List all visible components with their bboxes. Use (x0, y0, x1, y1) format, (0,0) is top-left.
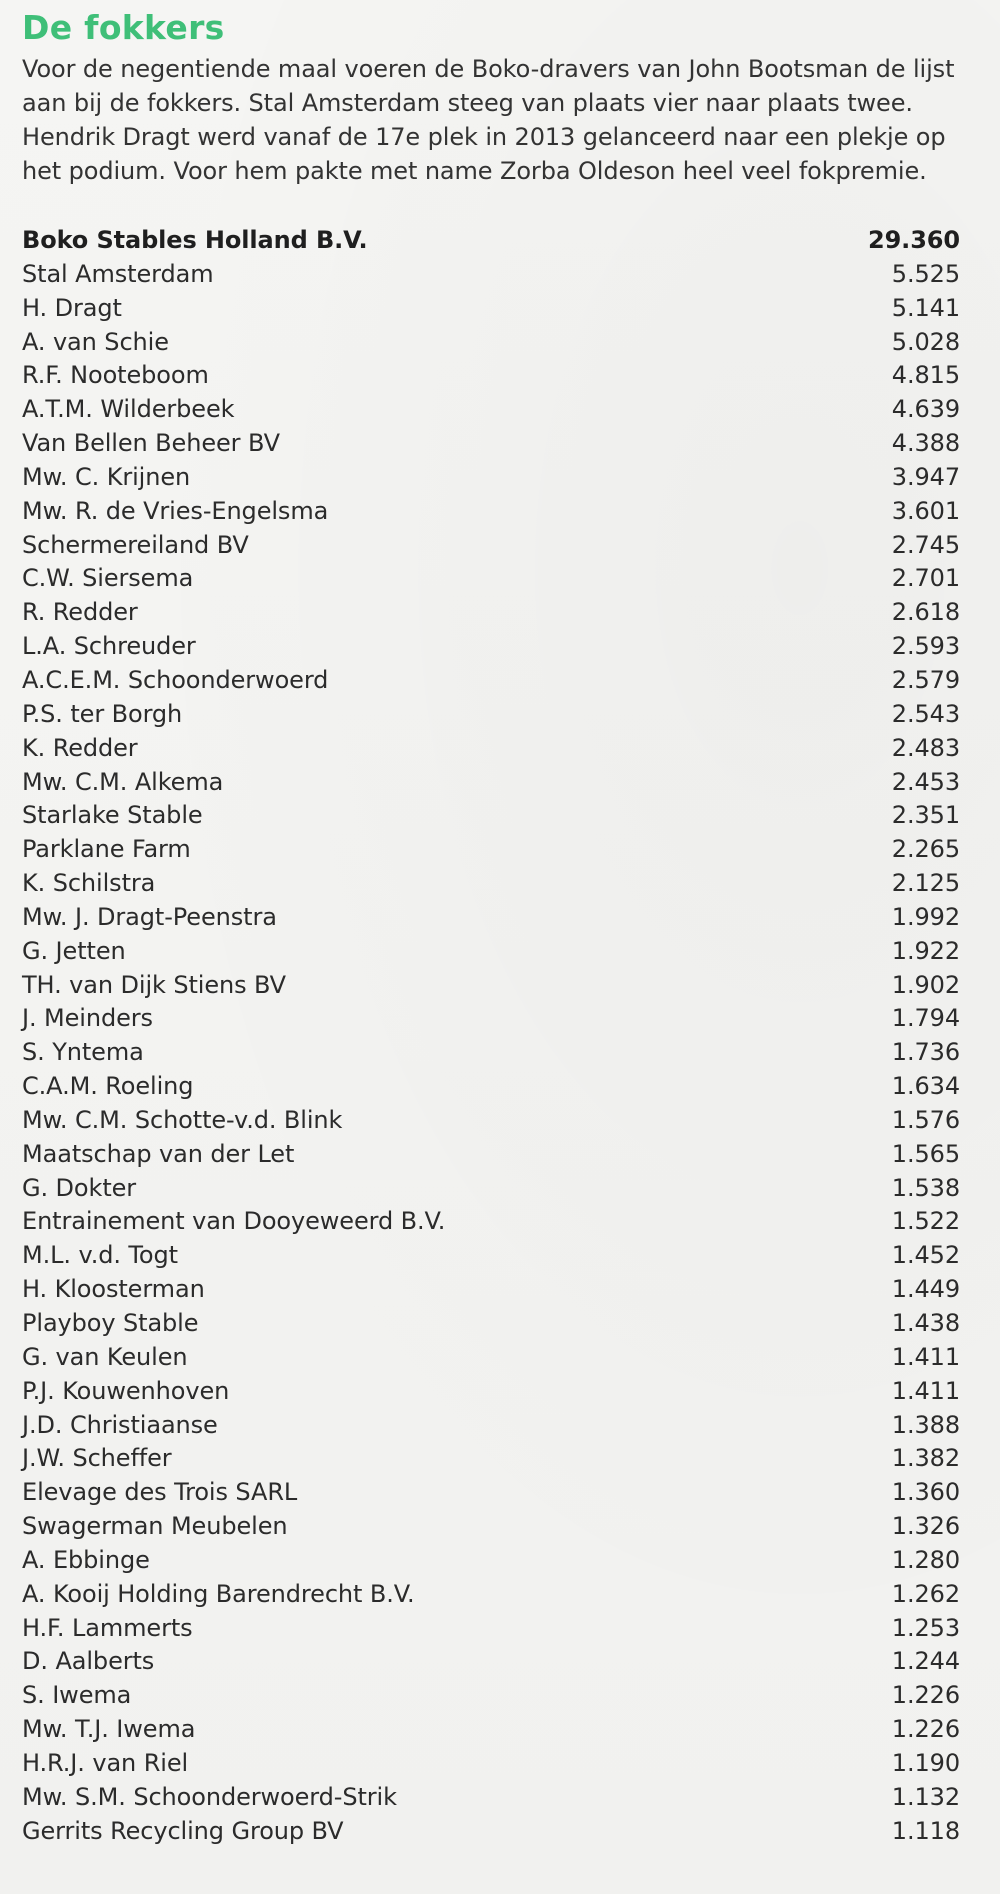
list-item (22, 1341, 960, 1375)
breeder-name: G. Dokter (22, 1173, 137, 1202)
breeder-value: 2.543 (891, 699, 960, 728)
list-item (22, 224, 960, 258)
breeder-value: 2.701 (891, 564, 960, 593)
list-item (22, 1002, 960, 1036)
list-item (22, 1036, 960, 1070)
list-item (22, 1205, 960, 1239)
breeder-name: TH. van Dijk Stiens BV (22, 970, 287, 999)
breeder-value: 1.253 (891, 1613, 960, 1642)
breeder-name: Mw. S.M. Schoonderwoerd-Strik (22, 1782, 397, 1811)
list-item (22, 596, 960, 630)
breeder-value: 2.579 (891, 665, 960, 694)
breeder-value: 2.593 (891, 632, 960, 661)
list-item (22, 969, 960, 1003)
list-item (22, 359, 960, 393)
breeder-name: S. Yntema (22, 1038, 144, 1067)
list-item (22, 1239, 960, 1273)
breeder-value: 2.618 (891, 598, 960, 627)
breeder-name: Mw. T.J. Iwema (22, 1715, 196, 1744)
breeder-name: Mw. C. Krijnen (22, 462, 191, 491)
breeder-name: Starlake Stable (22, 801, 203, 830)
list-item (22, 1104, 960, 1138)
breeder-name: Mw. C.M. Schotte-v.d. Blink (22, 1105, 343, 1134)
breeder-value: 1.438 (891, 1309, 960, 1337)
list-item (22, 495, 960, 529)
breeder-name: S. Iwema (22, 1681, 132, 1710)
list-item (22, 1612, 960, 1646)
breeder-value: 1.190 (891, 1748, 960, 1777)
list-item (22, 1138, 960, 1172)
breeder-value: 1.262 (891, 1579, 960, 1608)
breeder-name: Stal Amsterdam (22, 259, 214, 288)
list-item (22, 1307, 960, 1341)
list-item (22, 1815, 960, 1849)
list-item (22, 1273, 960, 1307)
breeder-name: A.T.M. Wilderbeek (22, 395, 235, 424)
breeder-name: Mw. R. de Vries-Engelsma (22, 496, 329, 525)
list-item (22, 867, 960, 901)
breeder-name: J.D. Christiaanse (22, 1410, 218, 1439)
list-item (22, 1679, 960, 1713)
breeder-name: L.A. Schreuder (22, 632, 196, 661)
breeder-value: 29.360 (867, 226, 960, 254)
breeder-name: R.F. Nooteboom (22, 361, 209, 390)
breeder-name: H. Dragt (22, 293, 122, 322)
list-item (22, 529, 960, 563)
breeder-name: Van Bellen Beheer BV (22, 429, 280, 458)
intro-paragraph: Voor de negentiende maal voeren de Boko-dravers van John Bootsman de lijst aan bij de fokkers. Stal Amsterdam steeg van plaats vier naar plaats twee. Hendrik Dragt werd vanaf de 17e plek in 2013 gelanceerd naar een plekje op het podium. Voor hem pakte met name Zorba Oldeson heel veel fokpremie. (22, 55, 955, 185)
list-item (22, 766, 960, 800)
breeder-name: K. Redder (22, 733, 138, 762)
list-item (22, 1510, 960, 1544)
list-item (22, 1645, 960, 1679)
breeder-name: P.S. ter Borgh (22, 699, 183, 728)
breeder-value: 2.453 (891, 767, 960, 796)
breeder-value: 1.992 (891, 902, 960, 931)
list-item (22, 1409, 960, 1443)
breeder-name: Mw. J. Dragt-Peenstra (22, 902, 277, 931)
list-item (22, 833, 960, 867)
breeder-name: Swagerman Meubelen (22, 1512, 288, 1541)
breeder-value: 3.947 (891, 462, 960, 491)
breeder-value: 1.922 (891, 936, 960, 965)
list-item (22, 1070, 960, 1104)
breeder-value: 2.483 (891, 733, 960, 762)
list-item (22, 1544, 960, 1578)
breeder-name: J.W. Scheffer (22, 1444, 172, 1473)
breeder-name: R. Redder (22, 598, 138, 627)
breeder-name: A. Ebbinge (22, 1545, 150, 1574)
list-item (22, 1442, 960, 1476)
list-item (22, 461, 960, 495)
list-item (22, 1781, 960, 1815)
breeder-value: 1.326 (891, 1512, 960, 1541)
breeder-value: 5.525 (891, 259, 960, 288)
breeder-value: 1.280 (891, 1545, 960, 1574)
breeder-value: 1.634 (891, 1072, 960, 1101)
breeder-value: 1.118 (891, 1816, 960, 1845)
list-item (22, 1747, 960, 1781)
list-item (22, 427, 960, 461)
list-item (22, 732, 960, 766)
breeder-value: 1.522 (891, 1207, 960, 1236)
list-item (22, 393, 960, 427)
breeder-name: Entrainement van Dooyeweerd B.V. (22, 1207, 446, 1236)
list-item (22, 326, 960, 360)
list-item (22, 698, 960, 732)
breeder-name: A. Kooij Holding Barendrecht B.V. (22, 1579, 415, 1608)
breeder-name: C.W. Siersema (22, 564, 194, 593)
list-item (22, 799, 960, 833)
breeder-name: K. Schilstra (22, 869, 156, 898)
list-item (22, 935, 960, 969)
list-item (22, 630, 960, 664)
breeder-value: 3.601 (891, 496, 960, 525)
breeder-name: J. Meinders (22, 1004, 153, 1033)
breeder-value: 1.411 (891, 1342, 960, 1371)
breeder-value: 1.244 (891, 1647, 960, 1676)
breeder-name: P.J. Kouwenhoven (22, 1376, 230, 1405)
breeder-value: 1.388 (891, 1410, 960, 1439)
breeder-value: 1.132 (891, 1782, 960, 1811)
breeder-value: 1.411 (891, 1376, 960, 1405)
breeder-name: C.A.M. Roeling (22, 1072, 194, 1101)
breeder-value: 2.351 (891, 801, 960, 830)
breeder-name: D. Aalberts (22, 1647, 155, 1676)
list-item (22, 1375, 960, 1409)
breeder-value: 1.449 (891, 1275, 960, 1304)
breeder-name: G. van Keulen (22, 1342, 188, 1371)
breeder-name: M.L. v.d. Togt (22, 1241, 178, 1270)
list-item (22, 562, 960, 596)
breeder-value: 1.902 (891, 970, 960, 999)
breeder-value: 5.028 (891, 327, 960, 356)
breeder-name: A.C.E.M. Schoonderwoerd (22, 665, 329, 694)
breeder-value: 1.360 (891, 1478, 960, 1507)
breeder-value: 2.745 (891, 530, 960, 559)
breeder-name: Elevage des Trois SARL (22, 1478, 298, 1507)
breeder-name: Playboy Stable (22, 1309, 199, 1337)
page-title: De fokkers (22, 8, 225, 47)
breeder-name: Maatschap van der Let (22, 1139, 295, 1168)
list-item (22, 1578, 960, 1612)
list-item (22, 258, 960, 292)
breeder-value: 1.382 (891, 1444, 960, 1473)
list-item (22, 1476, 960, 1510)
breeder-name: Parklane Farm (22, 835, 191, 864)
breeder-value: 1.226 (891, 1681, 960, 1710)
breeder-name: H.F. Lammerts (22, 1613, 193, 1642)
breeder-name: H. Kloosterman (22, 1275, 205, 1304)
breeder-name: A. van Schie (22, 327, 169, 356)
breeder-value: 5.141 (891, 293, 960, 322)
breeder-name: H.R.J. van Riel (22, 1748, 189, 1777)
breeder-value: 1.226 (891, 1715, 960, 1744)
list-item (22, 292, 960, 326)
breeder-value: 4.388 (891, 429, 960, 458)
list-item (22, 1172, 960, 1206)
breeder-value: 1.452 (891, 1241, 960, 1270)
breeder-value: 4.639 (891, 395, 960, 424)
list-item (22, 664, 960, 698)
breeder-list (22, 224, 960, 1849)
breeder-name: Boko Stables Holland B.V. (22, 226, 368, 254)
breeder-value: 2.265 (891, 835, 960, 864)
breeder-value: 1.794 (891, 1004, 960, 1033)
breeder-name: Schermereiland BV (22, 530, 249, 559)
breeder-value: 4.815 (891, 361, 960, 390)
breeder-value: 1.538 (891, 1173, 960, 1202)
breeder-value: 2.125 (891, 869, 960, 898)
breeder-name: Gerrits Recycling Group BV (22, 1816, 344, 1845)
breeder-name: G. Jetten (22, 936, 126, 965)
breeder-value: 1.736 (891, 1038, 960, 1067)
breeder-value: 1.576 (891, 1105, 960, 1134)
list-item (22, 901, 960, 935)
breeder-name: Mw. C.M. Alkema (22, 767, 224, 796)
breeder-value: 1.565 (891, 1139, 960, 1168)
list-item (22, 1713, 960, 1747)
